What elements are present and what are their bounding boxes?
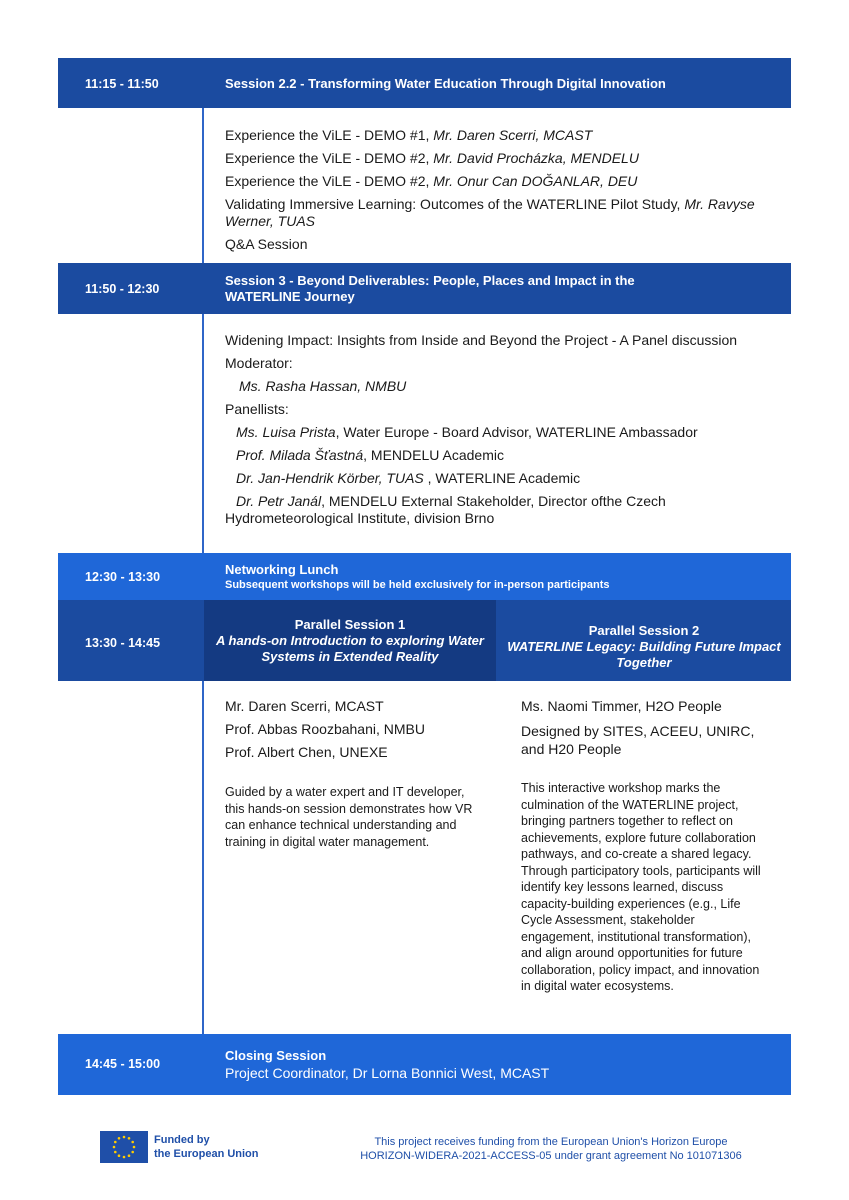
parallel-session-2-title: Parallel Session 2 WATERLINE Legacy: Building Future Impact Together xyxy=(507,623,781,670)
session-time: 14:45 - 15:00 xyxy=(85,1057,161,1071)
session-time: 13:30 - 14:45 xyxy=(85,636,161,650)
speaker: Prof. Abbas Roozbahani, NMBU xyxy=(225,721,425,737)
moderator-name: Ms. Rasha Hassan, NMBU xyxy=(239,378,407,394)
agenda-item: Experience the ViLE - DEMO #2, Mr. Onur Can DOĞANLAR, DEU xyxy=(225,173,638,189)
panellist: Prof. Milada Šťastná, MENDELU Academic xyxy=(236,447,504,463)
agenda-item: Experience the ViLE - DEMO #1, Mr. Daren Scerri, MCAST xyxy=(225,127,593,143)
lunch-header xyxy=(58,553,791,600)
agenda-item: Validating Immersive Learning: Outcomes of the WATERLINE Pilot Study, Mr. Ravyse Werner, TUAS xyxy=(225,196,755,229)
session-title: Session 3 - Beyond Deliverables: People, Places and Impact in the WATERLINE Journey xyxy=(225,273,635,304)
session-3-header xyxy=(58,263,791,314)
speaker: Mr. Daren Scerri, MCAST xyxy=(225,698,384,714)
agenda-item: Experience the ViLE - DEMO #2, Mr. David Procházka, MENDELU xyxy=(225,150,639,166)
session-2-2-header xyxy=(58,58,791,108)
panel-title: Widening Impact: Insights from Inside and Beyond the Project - A Panel discussion xyxy=(225,332,738,348)
agenda-item: Q&A Session xyxy=(225,236,308,252)
session-title: Session 2.2 - Transforming Water Education Through Digital Innovation xyxy=(225,76,666,91)
parallel-session-1-title: Parallel Session 1 A hands-on Introduction to exploring Water Systems in Extended Reality xyxy=(216,617,484,664)
session-title: Closing Session xyxy=(225,1048,327,1063)
panellist: Ms. Luisa Prista, Water Europe - Board Advisor, WATERLINE Ambassador xyxy=(236,424,698,440)
panellist: Dr. Jan-Hendrik Körber, TUAS , WATERLINE Academic xyxy=(236,470,581,486)
speaker: Ms. Naomi Timmer, H2O People xyxy=(521,698,722,714)
parallel-1-body xyxy=(225,695,485,850)
funded-by-label: Funded by the European Union xyxy=(154,1134,259,1160)
eu-flag-icon xyxy=(100,1131,148,1163)
session-time: 11:15 - 11:50 xyxy=(85,77,159,91)
moderator-label: Moderator: xyxy=(225,355,293,371)
session-time: 12:30 - 13:30 xyxy=(85,570,161,584)
session-subtitle: Project Coordinator, Dr Lorna Bonnici West, MCAST xyxy=(225,1065,550,1081)
panellist: Dr. Petr Janál, MENDELU External Stakeholder, Director ofthe Czech Hydrometeorological Institute, division Brno xyxy=(225,493,666,526)
speaker: Prof. Albert Chen, UNEXE xyxy=(225,744,388,760)
session-description: This interactive workshop marks the culmination of the WATERLINE project, bringing partners together to reflect on achievements, explore future collaboration pathways, and co-create a shared legacy. Through participatory tools, participants will identify key lessons learned, discuss capacity-building experiences (e.g., Life Cycle Assessment, stakeholder engagement, institutional transformation), and align around opportunities for future collaboration, policy impact, and innovation in digital water ecosystems. xyxy=(521,781,761,993)
session-2-2-items xyxy=(225,124,765,256)
session-3-panel xyxy=(225,329,765,527)
session-description: Guided by a water expert and IT developer, this hands-on session demonstrates how VR can enhance technical understanding and training in digital water management. xyxy=(225,785,473,849)
session-subtitle: Subsequent workshops will be held exclusively for in-person participants xyxy=(225,579,610,591)
closing-header xyxy=(58,1034,791,1095)
session-time: 11:50 - 12:30 xyxy=(85,282,160,296)
parallel-2-body xyxy=(521,695,771,995)
session-title: Networking Lunch xyxy=(225,562,339,577)
panellists-label: Panellists: xyxy=(225,401,289,417)
grant-statement: This project receives funding from the European Union's Horizon Europe HORIZON-WIDERA-2021-ACCESS-05 under grant agreement No 101071306 xyxy=(360,1136,742,1162)
speaker: Designed by SITES, ACEEU, UNIRC, and H20 People xyxy=(521,723,755,757)
